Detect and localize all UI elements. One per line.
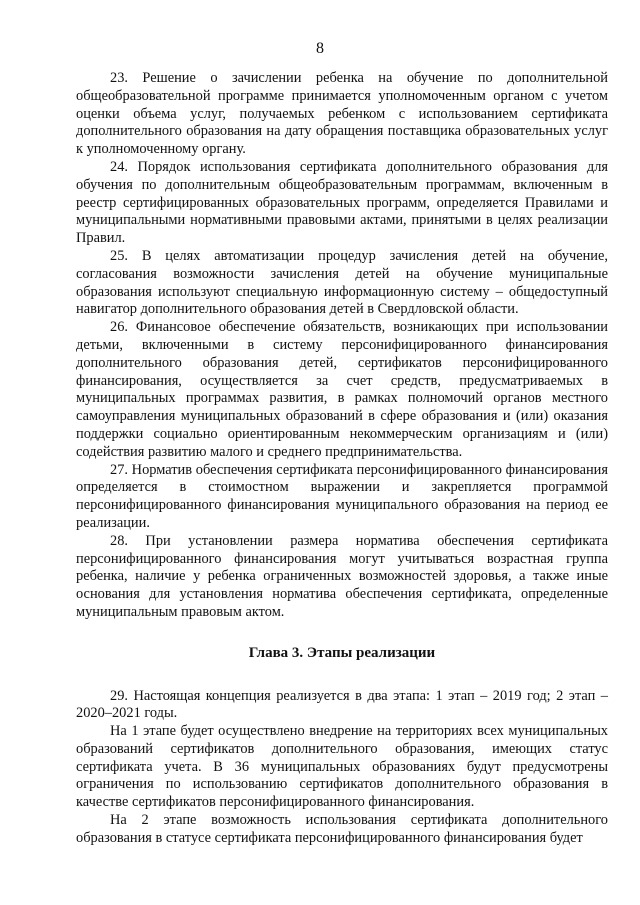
page-number: 8 xyxy=(316,40,324,57)
chapter-heading: Глава 3. Этапы реализации xyxy=(248,644,436,661)
paragraph-stage-2: На 2 этапе возможность использования сертификата дополнительного образования в статусе сертификата персонифицированного финансирования будет xyxy=(76,812,608,846)
paragraph-26: 26. Финансовое обеспечение обязательств, возникающих при использовании детьми, включенными в систему персонифицированного финансирования дополнительного образования детей, сертификатов персонифицированного финансирования, осуществляется за счет средств, предусматриваемых в муниципальных программах развития, в рамках полномочий органов местного самоуправления муниципальных образований в сфере образования и (или) оказания поддержки социально ориентированным некоммерческим организациям и (или) содействия развитию малого и среднего предпринимательства. xyxy=(76,319,608,460)
paragraph-28: 28. При установлении размера норматива обеспечения сертификата персонифицированного финансирования могут учитываться возрастная группа ребенка, наличие у ребенка ограниченных возможностей здоровья, а также иные основания для установления норматива обеспечения сертификата, определенные муниципальным правовым актом. xyxy=(76,532,608,620)
page-body xyxy=(76,70,608,848)
paragraph-stage-1: На 1 этапе будет осуществлено внедрение на территориях всех муниципальных образований сертификатов дополнительного образования, имеющих статус сертификата учета. В 36 муниципальных образованиях будут предусмотрены ограничения по использованию сертификатов дополнительного образования в качестве сертификатов персонифицированного финансирования. xyxy=(76,723,608,811)
paragraph-25: 25. В целях автоматизации процедур зачисления детей на обучение, согласования возможности зачисления детей на обучение муниципальные образования используют специальную информационную систему – общедоступный навигатор дополнительного образования детей в Свердловской области. xyxy=(76,247,608,318)
paragraph-27: 27. Норматив обеспечения сертификата персонифицированного финансирования определяется в стоимостном выражении и закрепляется программой персонифицированного финансирования муниципального образования на период ее реализации. xyxy=(76,461,608,531)
paragraph-23: 23. Решение о зачислении ребенка на обучение по дополнительной общеобразовательной программе принимается уполномоченным органом с учетом оценки объема услуг, получаемых ребенком с использованием сертификата дополнительного образования на дату обращения поставщика образовательных услуг к уполномоченному органу. xyxy=(76,70,608,158)
paragraph-29: 29. Настоящая концепция реализуется в два этапа: 1 этап – 2019 год; 2 этап – 2020–2021 годы. xyxy=(76,687,608,722)
paragraph-24: 24. Порядок использования сертификата дополнительного образования для обучения по дополнительным общеобразовательным программам, включенным в реестр сертифицированных образовательных программ, определяется Правилами и муниципальными нормативными правовыми актами, принятыми в целях реализации Правил. xyxy=(76,158,608,247)
